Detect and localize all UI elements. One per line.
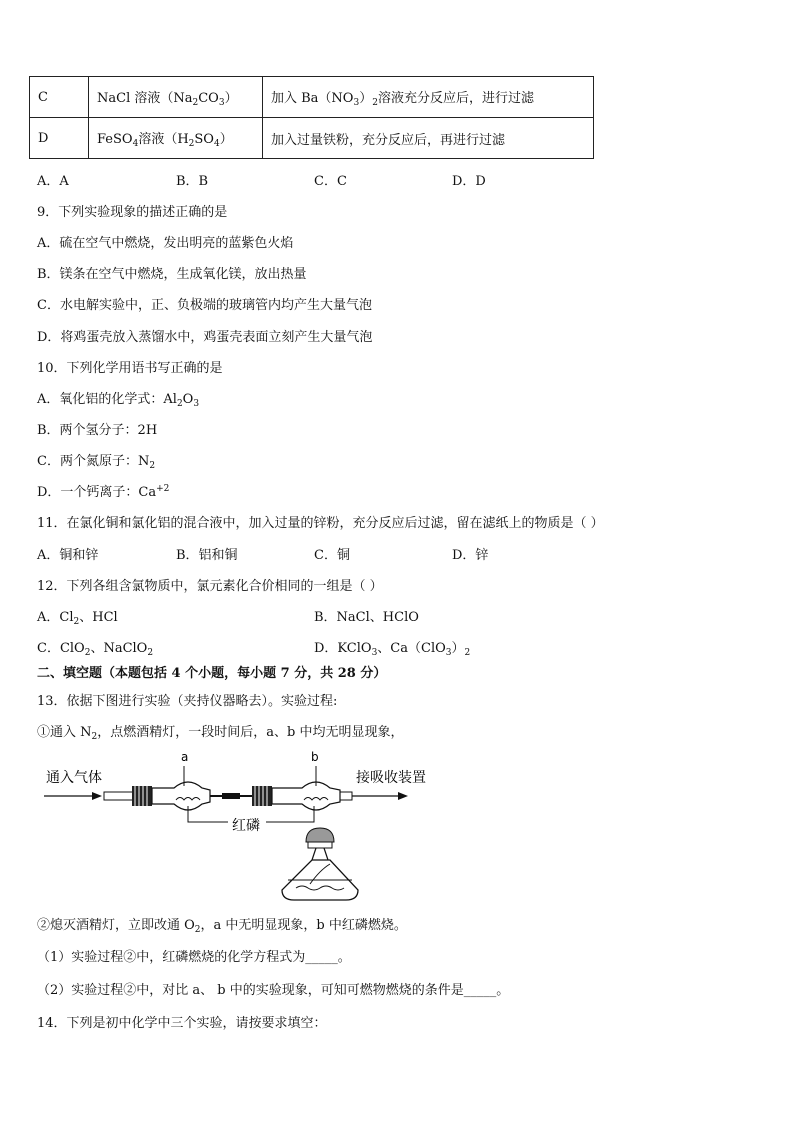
table-cell-letter: C <box>30 77 89 118</box>
alcohol-lamp <box>282 828 358 900</box>
q10-stem: 10．下列化学用语书写正确的是 <box>37 361 223 376</box>
q8-option-c: C．C <box>314 174 347 189</box>
q12-stem: 12．下列各组含氯物质中，氯元素化合价相同的一组是（ ） <box>37 579 383 594</box>
label-gas-in: 通入气体 <box>46 770 102 786</box>
q8-option-a: A．A <box>37 174 69 189</box>
q13-step1: ①通入 $N_2$，点燃酒精灯，一段时间后，a、b 中均无明显现象， <box>37 725 404 742</box>
table-cell-method: 加入 $Ba(NO_3)_2$溶液充分反应后，进行过滤 <box>263 77 594 118</box>
table-row <box>30 77 594 118</box>
options-table <box>29 76 594 159</box>
q10-option-d: D．一个钙离子：$Ca^{+2}$ <box>37 484 170 500</box>
connector <box>210 793 252 799</box>
q10-option-b: B．两个氢分子：2H <box>37 423 158 438</box>
table-cell-method: 加入过量铁粉，充分反应后，再进行过滤 <box>263 118 594 159</box>
table-row <box>30 118 594 159</box>
q9-option-b: B．镁条在空气中燃烧，生成氧化镁，放出热量 <box>37 267 307 282</box>
q8-option-b: B．B <box>176 174 209 189</box>
q10-option-a: A．氧化铝的化学式：$Al_2O_3$ <box>37 392 200 409</box>
table-cell-substance: FeSO$_4$溶液$(H_2SO_4)$ <box>89 118 263 159</box>
label-absorb: 接吸收装置 <box>356 770 426 786</box>
q11-option-d: D．锌 <box>452 548 489 563</box>
label-b: b <box>311 750 319 764</box>
table-cell-letter: D <box>30 118 89 159</box>
q13-step2: ②熄灭酒精灯，立即改通 $O_2$，a 中无明显现象，b 中红磷燃烧。 <box>37 918 407 935</box>
table-cell-substance: NaCl 溶液$(Na_2CO_3)$ <box>89 77 263 118</box>
inlet-arrow <box>44 792 102 800</box>
q9-option-a: A．硫在空气中燃烧，发出明亮的蓝紫色火焰 <box>37 236 294 251</box>
label-red-phosphorus: 红磷 <box>232 818 260 834</box>
q10-option-c: C．两个氮原子：$N_2$ <box>37 454 156 471</box>
q12-option-d: D．KClO$_3$、$Ca(ClO_3)_2$ <box>314 641 471 658</box>
q11-option-a: A．铜和锌 <box>37 548 99 563</box>
q9-option-c: C．水电解实验中，正、负极端的玻璃管内均产生大量气泡 <box>37 298 372 313</box>
q12-option-b: B．NaCl、HClO <box>314 610 419 625</box>
q12-option-c: C．ClO$_2$、NaClO$_2$ <box>37 641 154 658</box>
q11-option-b: B．铝和铜 <box>176 548 238 563</box>
tube-a <box>104 766 210 810</box>
label-a: a <box>181 750 189 764</box>
q9-option-d: D．将鸡蛋壳放入蒸馏水中，鸡蛋壳表面立刻产生大量气泡 <box>37 330 373 345</box>
outlet-arrow <box>352 792 408 800</box>
q12-option-a: A．$Cl_2$、HCl <box>37 610 118 627</box>
q13-sub1: （1）实验过程②中，红磷燃烧的化学方程式为_____。 <box>37 950 351 965</box>
q11-option-c: C．铜 <box>314 548 350 563</box>
q11-stem: 11．在氯化铜和氯化铝的混合液中，加入过量的锌粉，充分反应后过滤，留在滤纸上的物质是（ ） <box>37 516 604 531</box>
q9-stem: 9．下列实验现象的描述正确的是 <box>37 205 228 220</box>
q13-stem: 13．依据下图进行实验（夹持仪器略去）。实验过程: <box>37 694 338 709</box>
section-heading: 二、填空题（本题包括 4 个小题，每小题 7 分，共 28 分） <box>37 666 387 681</box>
q13-sub2: （2）实验过程②中，对比 a、 b 中的实验现象，可知可燃物燃烧的条件是_____。 <box>37 983 510 998</box>
q8-option-d: D．D <box>452 174 486 189</box>
q14-stem: 14．下列是初中化学中三个实验，请按要求填空： <box>37 1016 327 1031</box>
apparatus-diagram <box>40 748 460 906</box>
tube-b <box>252 766 352 810</box>
